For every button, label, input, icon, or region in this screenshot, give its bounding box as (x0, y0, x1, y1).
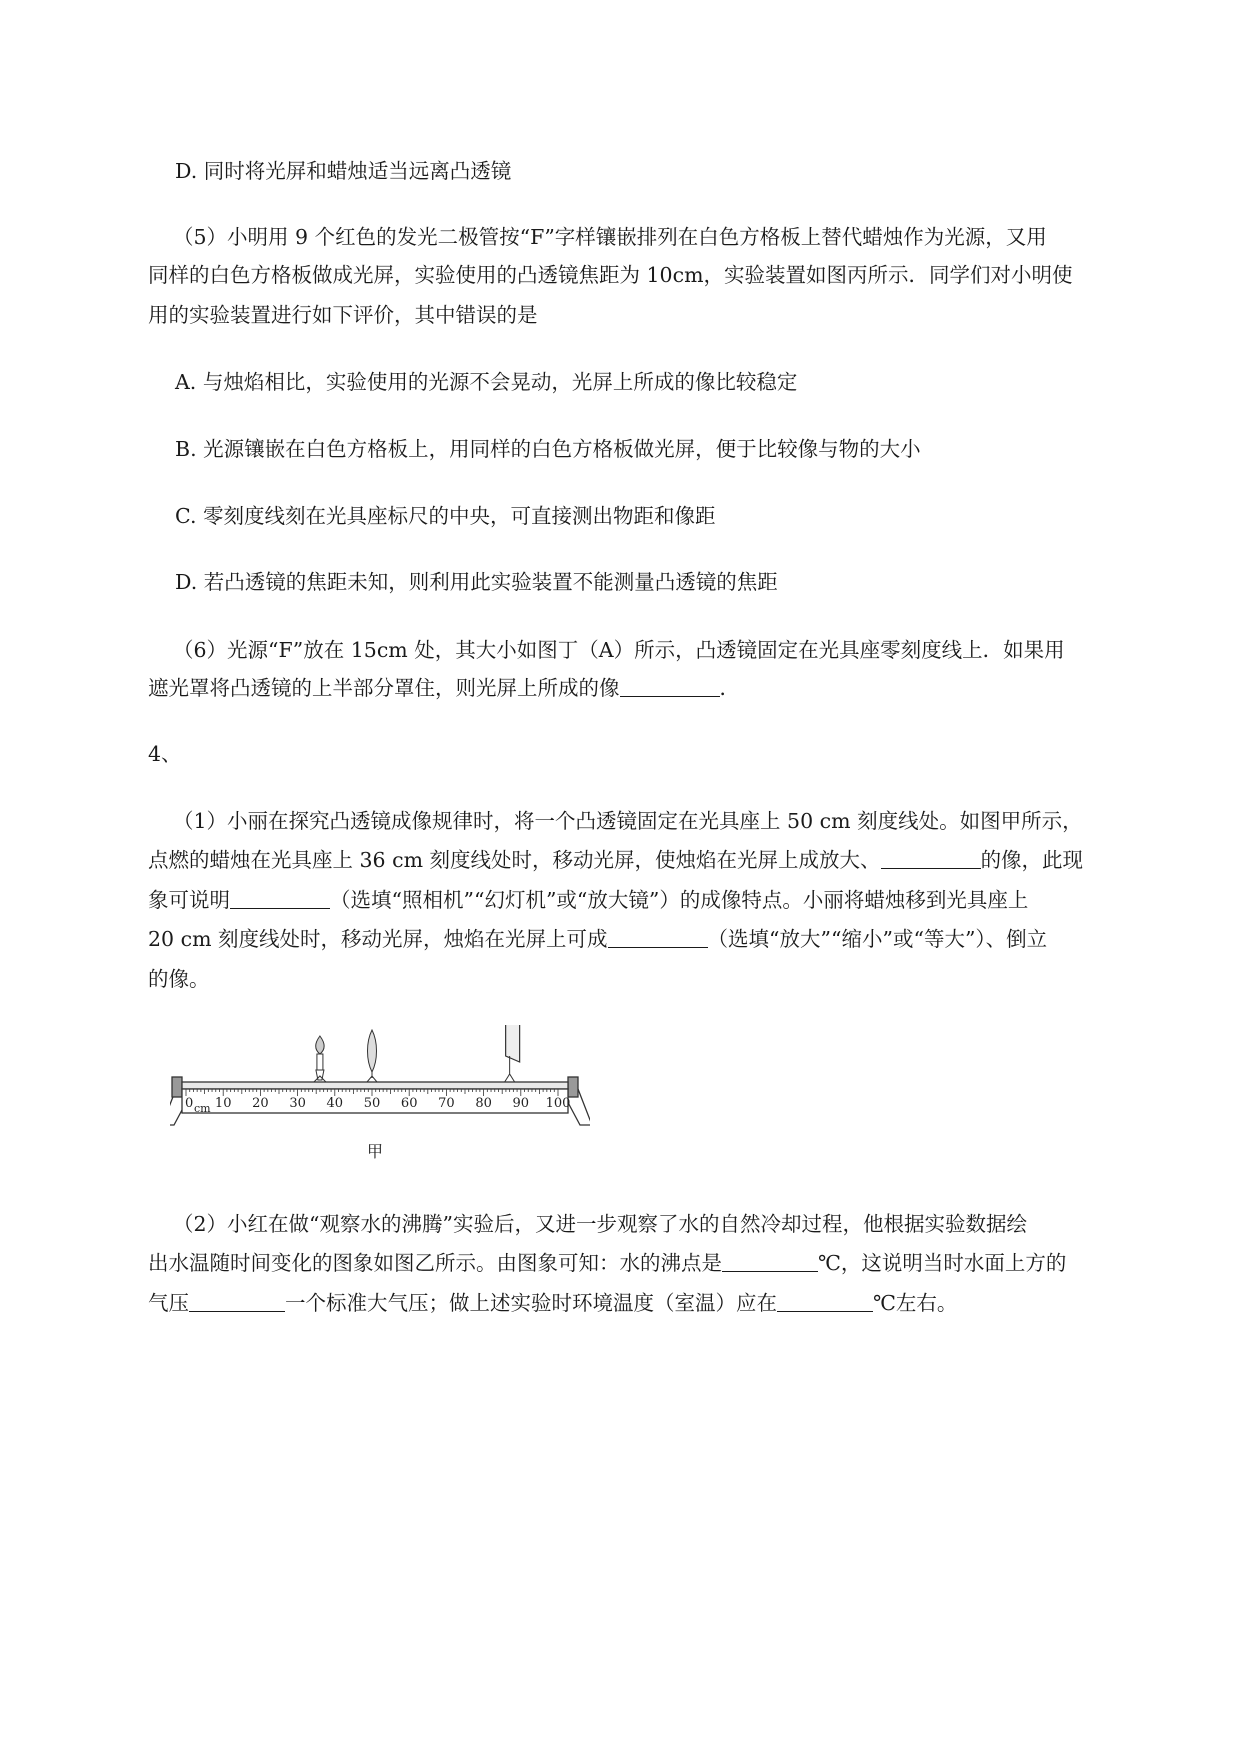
candle-body (317, 1054, 323, 1070)
q3-p6-line2 (148, 673, 1108, 703)
q4-p1-line4 (148, 924, 1108, 954)
q4-p1-line2 (148, 845, 1108, 875)
candle (314, 1036, 326, 1082)
ruler-tick-label: 60 (400, 1096, 418, 1111)
answer-blank[interactable] (620, 674, 720, 697)
ruler-tick-label: 10 (214, 1096, 232, 1111)
q3-option-d-prev: D. 同时将光屏和蜡烛适当远离凸透镜 (175, 159, 512, 183)
ruler-tick-label: 70 (438, 1096, 455, 1111)
q3-p6-line1: （6）光源“F”放在 15cm 处，其大小如图丁（A）所示，凸透镜固定在光具座零刻度线上．如果用 (173, 638, 1065, 662)
q3-option-b: B. 光源镶嵌在白色方格板上，用同样的白色方格板做光屏，便于比较像与物的大小 (175, 437, 921, 461)
q4-p1-text-f: （选填“放大”“缩小”或“等大”）、倒立 (707, 927, 1048, 951)
q4-p2-text-b: ℃，这说明当时水面上方的 (818, 1251, 1067, 1275)
answer-blank[interactable] (230, 886, 330, 909)
q4-p2-line3 (148, 1288, 1108, 1318)
q4-p1-text-c: 象可说明 (148, 888, 230, 912)
q3-option-d: D. 若凸透镜的焦距未知，则利用此实验装置不能测量凸透镜的焦距 (175, 570, 778, 594)
ruler-tick-label: 90 (512, 1096, 530, 1111)
q4-p2-text-d: 一个标准大气压；做上述实验时环境温度（室温）应在 (285, 1291, 777, 1315)
q3-p6-period: ． (719, 676, 740, 700)
q4-p1-text-d: （选填“照相机”“幻灯机”或“放大镜”）的成像特点。小丽将蜡烛移到光具座上 (330, 888, 1029, 912)
ruler-tick-label: 20 (252, 1096, 269, 1111)
answer-blank[interactable] (608, 925, 708, 948)
q4-p2-text-c: 气压 (148, 1291, 189, 1315)
q4-p2-line1: （2）小红在做“观察水的沸腾”实验后，又进一步观察了水的自然冷却过程，他根据实验数据绘 (173, 1212, 1028, 1236)
figure-caption: 甲 (367, 1142, 384, 1161)
ruler-tick-label: 80 (475, 1096, 492, 1111)
bench-rail-top (182, 1082, 568, 1089)
q4-p1-line5: 的像。 (148, 967, 210, 991)
lens-shape (368, 1030, 377, 1072)
q3-option-c: C. 零刻度线刻在光具座标尺的中央，可直接测出物距和像距 (175, 504, 716, 528)
q4-p1-line1: （1）小丽在探究凸透镜成像规律时，将一个凸透镜固定在光具座上 50 cm 刻度线处。如图甲所示， (173, 809, 1083, 833)
q3-p5-line1: （5）小明用 9 个红色的发光二极管按“F”字样镶嵌排列在白色方格板上替代蜡烛作为光源，又用 (173, 225, 1047, 249)
bench-right-post (568, 1077, 578, 1097)
ruler-tick-label: 40 (326, 1096, 344, 1111)
answer-blank[interactable] (722, 1249, 818, 1272)
candle-holder (314, 1070, 326, 1082)
ruler-tick-label: 30 (289, 1096, 306, 1111)
q4-p2-text-a: 出水温随时间变化的图象如图乙所示。由图象可知：水的沸点是 (148, 1251, 722, 1275)
lens-holder (367, 1072, 377, 1082)
question-4-number: 4、 (148, 742, 182, 766)
ruler-tick-label: 100 (545, 1096, 571, 1111)
optical-bench-figure (170, 1025, 590, 1140)
answer-blank[interactable] (777, 1289, 873, 1312)
screen-panel (506, 1025, 520, 1062)
bench-left-post (172, 1077, 182, 1097)
q4-p1-text-e: 20 cm 刻度线处时，移动光屏，烛焰在光屏上可成 (148, 927, 608, 951)
candle-flame (316, 1036, 324, 1054)
q3-option-a: A. 与烛焰相比，实验使用的光源不会晃动，光屏上所成的像比较稳定 (175, 370, 798, 394)
q4-p1-line3 (148, 885, 1108, 915)
ruler-tick-label: 50 (363, 1096, 381, 1111)
q3-p5-line2: 同样的白色方格板做成光屏，实验使用的凸透镜焦距为 10cm，实验装置如图丙所示．同学们对小明使 (148, 263, 1073, 287)
answer-blank[interactable] (189, 1289, 285, 1312)
convex-lens (367, 1030, 377, 1082)
q3-p6-text: 遮光罩将凸透镜的上半部分罩住，则光屏上所成的像 (148, 676, 620, 700)
ruler-unit-label: cm (194, 1102, 211, 1115)
ruler-tick-label: 0 (185, 1096, 194, 1111)
q3-p5-line3: 用的实验装置进行如下评价，其中错误的是 (148, 303, 538, 327)
q4-p2-line2 (148, 1248, 1108, 1278)
q4-p2-text-e: ℃左右。 (873, 1291, 958, 1315)
answer-blank[interactable] (881, 846, 981, 869)
screen-holder (505, 1056, 515, 1082)
q4-p1-text-a: 点燃的蜡烛在光具座上 36 cm 刻度线处时，移动光屏，使烛焰在光屏上成放大、 (148, 848, 881, 872)
light-screen (505, 1025, 520, 1082)
q4-p1-text-b: 的像，此现 (980, 848, 1084, 872)
